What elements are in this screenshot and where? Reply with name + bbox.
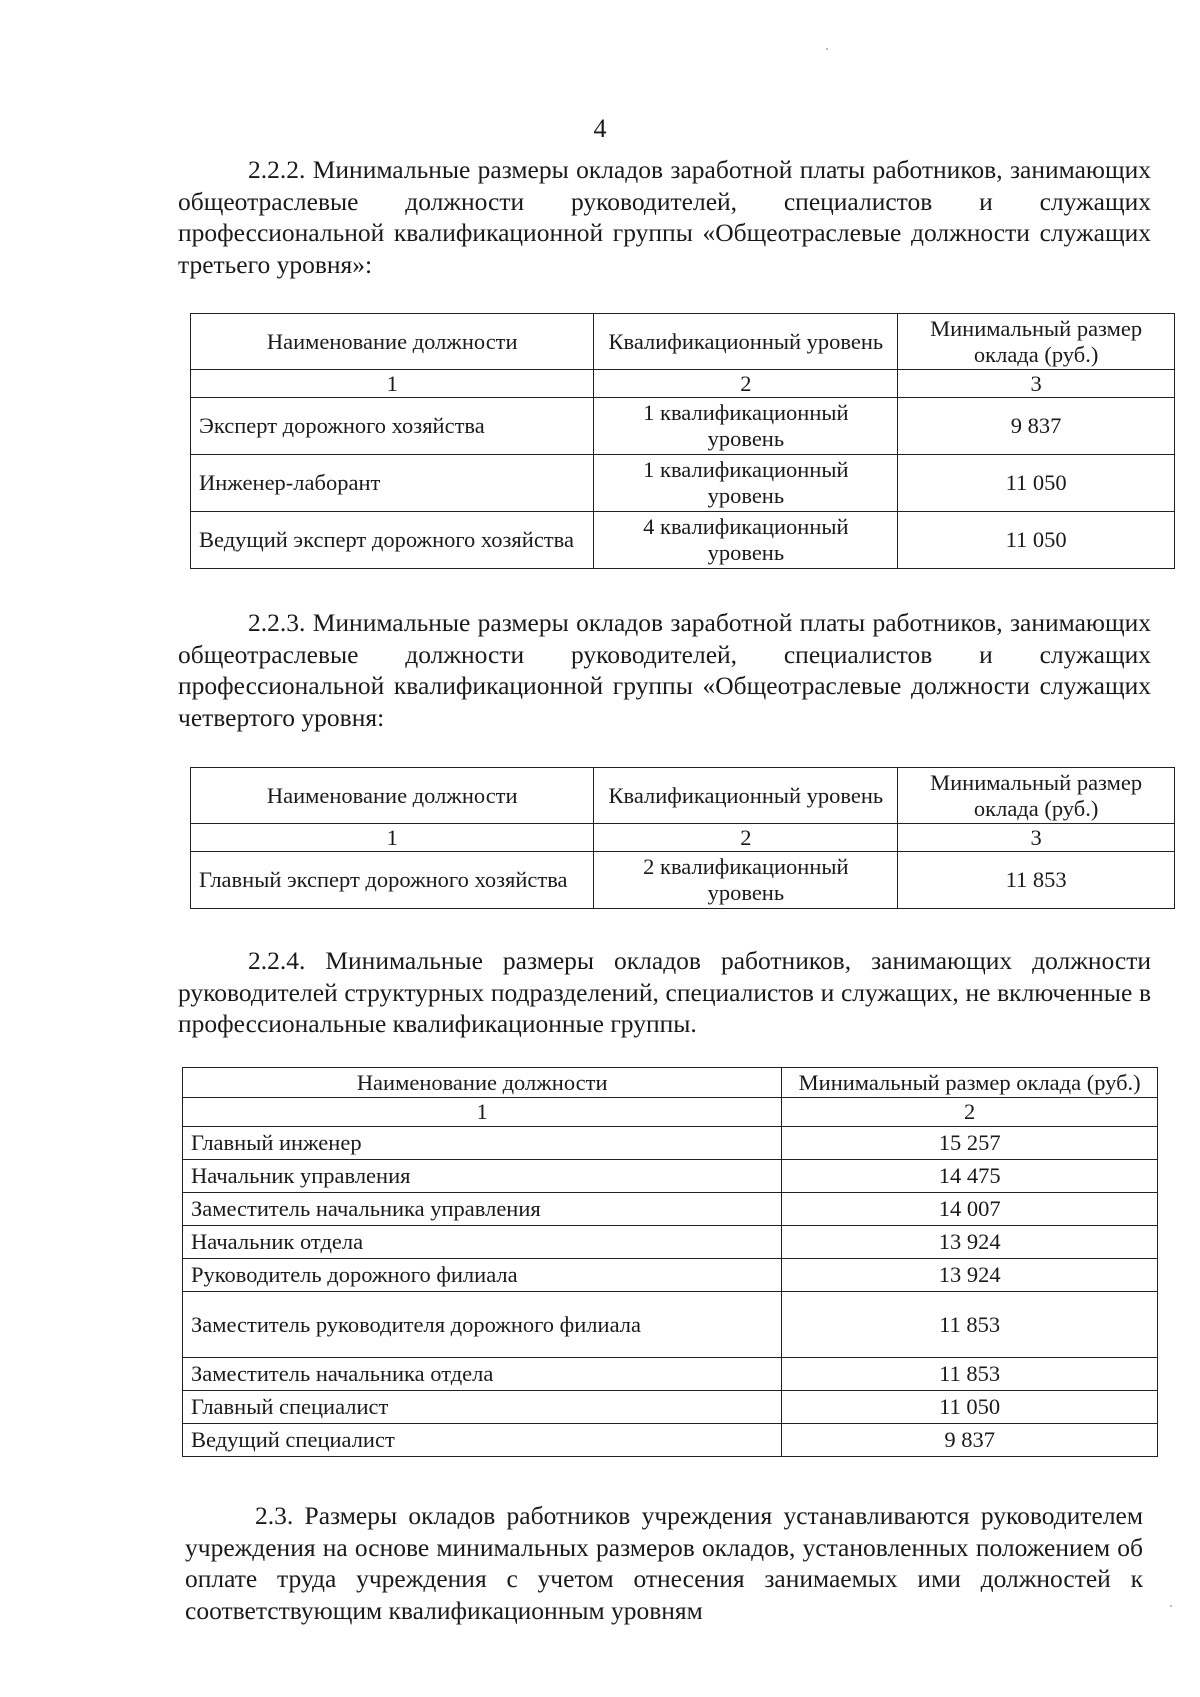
header-cell: Минимальный размер оклада (руб.) [782,1068,1158,1098]
page-number: 4 [593,114,607,143]
paragraph-2-3 [185,1500,1143,1626]
table-row [191,455,1175,512]
header-cell: Минимальный размер оклада (руб.) [898,768,1175,824]
salary-cell: 15 257 [782,1127,1158,1160]
paragraph-2-2-4 [178,945,1151,1040]
header-cell: Квалификационный уровень [594,314,898,370]
salary-cell: 11 050 [898,455,1175,512]
table-number-row [191,370,1175,398]
table-row [183,1193,1158,1226]
table-row [191,512,1175,569]
level-cell: 1 квалификационный уровень [594,455,898,512]
salary-cell: 13 924 [782,1259,1158,1292]
column-number: 3 [898,824,1175,852]
table-row [183,1259,1158,1292]
salary-cell: 11 050 [898,512,1175,569]
header-cell: Минимальный размер оклада (руб.) [898,314,1175,370]
position-cell: Начальник отдела [183,1226,782,1259]
position-cell: Заместитель руководителя дорожного филиала [183,1292,782,1358]
position-cell: Начальник управления [183,1160,782,1193]
position-cell: Эксперт дорожного хозяйства [191,398,594,455]
position-cell: Ведущий специалист [183,1424,782,1457]
position-cell: Главный инженер [183,1127,782,1160]
paragraph-2-2-3 [178,607,1151,733]
column-number: 2 [782,1098,1158,1127]
table-header-row [191,314,1175,370]
position-cell: Ведущий эксперт дорожного хозяйства [191,512,594,569]
column-number: 3 [898,370,1175,398]
column-number: 2 [594,370,898,398]
paragraph-text: 2.2.3. Минимальные размеры окладов заработной платы работников, занимающих общеотраслевые должности руководителей, специалистов и служащих профессиональной квалификационной группы «Общеотраслевые должности служащих четвертого уровня: [178,608,1151,732]
table-2-2-4 [182,1067,1158,1457]
table-row [191,398,1175,455]
table-number-row [191,824,1175,852]
table-row [183,1424,1158,1457]
table-row [183,1127,1158,1160]
salary-cell: 11 050 [782,1391,1158,1424]
paragraph-2-2-2 [178,154,1151,280]
level-cell: 1 квалификационный уровень [594,398,898,455]
salary-cell: 13 924 [782,1226,1158,1259]
column-number: 1 [191,824,594,852]
position-cell: Главный эксперт дорожного хозяйства [191,852,594,909]
column-number: 2 [594,824,898,852]
table-row [183,1292,1158,1358]
scan-speck [1170,1605,1172,1607]
salary-cell: 14 475 [782,1160,1158,1193]
header-cell: Квалификационный уровень [594,768,898,824]
header-cell: Наименование должности [183,1068,782,1098]
position-cell: Главный специалист [183,1391,782,1424]
scan-speck [826,48,828,50]
level-cell: 4 квалификационный уровень [594,512,898,569]
salary-cell: 11 853 [782,1358,1158,1391]
level-cell: 2 квалификационный уровень [594,852,898,909]
table-number-row [183,1098,1158,1127]
table-row [183,1160,1158,1193]
table-row [183,1226,1158,1259]
position-cell: Заместитель начальника управления [183,1193,782,1226]
position-cell: Инженер-лаборант [191,455,594,512]
table-header-row [183,1068,1158,1098]
position-cell: Руководитель дорожного филиала [183,1259,782,1292]
table-row [183,1358,1158,1391]
table-2-2-2 [190,313,1175,569]
salary-cell: 11 853 [898,852,1175,909]
paragraph-text: 2.3. Размеры окладов работников учреждения устанавливаются руководителем учреждения на основе минимальных размеров окладов, установленных положением об оплате труда учреждения с учетом отнесения занимаемых ими должностей к соответствующим квалификационным уровням [185,1501,1143,1625]
salary-cell: 14 007 [782,1193,1158,1226]
table-row [191,852,1175,909]
table-row [183,1391,1158,1424]
table-2-2-3 [190,767,1175,909]
salary-cell: 9 837 [898,398,1175,455]
column-number: 1 [183,1098,782,1127]
column-number: 1 [191,370,594,398]
header-cell: Наименование должности [191,314,594,370]
header-cell: Наименование должности [191,768,594,824]
table-header-row [191,768,1175,824]
paragraph-text: 2.2.2. Минимальные размеры окладов заработной платы работников, занимающих общеотраслевые должности руководителей, специалистов и служащих профессиональной квалификационной группы «Общеотраслевые должности служащих третьего уровня»: [178,155,1151,279]
paragraph-text: 2.2.4. Минимальные размеры окладов работников, занимающих должности руководителей структурных подразделений, специалистов и служащих, не включенные в профессиональные квалификационные группы. [178,946,1151,1038]
salary-cell: 11 853 [782,1292,1158,1358]
position-cell: Заместитель начальника отдела [183,1358,782,1391]
salary-cell: 9 837 [782,1424,1158,1457]
